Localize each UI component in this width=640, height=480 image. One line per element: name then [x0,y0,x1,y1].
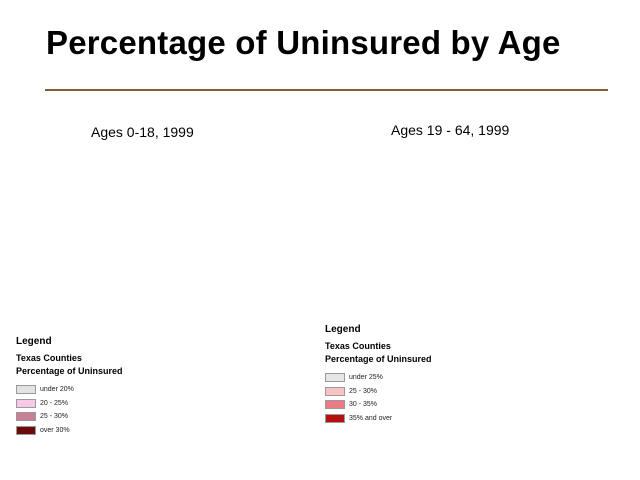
legend-item [325,412,432,426]
legend-item-label: over 30% [40,426,70,434]
legend-layer-name: Texas Counties [325,341,391,351]
legend-item [16,410,123,424]
legend-item [325,398,432,412]
legend-ages-19-64 [325,324,432,425]
legend-item-label: 20 - 25% [40,399,69,407]
map-caption-ages-19-64: Ages 19 - 64, 1999 [391,122,510,138]
legend-item-label: under 20% [40,386,74,394]
legend-ages-0-18 [16,336,123,437]
legend-swatch [325,414,345,423]
legend-swatch [325,400,345,409]
legend-swatch [16,426,36,435]
legend-item [16,383,123,397]
legend-swatch [16,385,36,394]
legend-item-label: 25 - 30% [40,413,69,421]
title-divider [45,89,608,91]
legend-swatch [16,399,36,408]
slide-title: Percentage of Uninsured by Age [46,24,561,61]
legend-item [325,371,432,385]
legend-item-label: 35% and over [349,414,393,422]
legend-field-name: Percentage of Uninsured [325,354,432,364]
legend-item-label: 30 - 35% [349,401,378,409]
legend-swatch [325,373,345,382]
legend-field-name: Percentage of Uninsured [16,366,123,376]
legend-layer-name: Texas Counties [16,353,82,363]
legend-item-label: 25 - 30% [349,387,378,395]
legend-item [325,385,432,399]
legend-item [16,397,123,411]
map-caption-ages-0-18: Ages 0-18, 1999 [91,124,194,140]
legend-item [16,424,123,438]
legend-swatch [16,412,36,421]
legend-title: Legend [16,336,52,347]
legend-item-label: under 25% [349,374,383,382]
legend-title: Legend [325,324,361,335]
legend-swatch [325,387,345,396]
